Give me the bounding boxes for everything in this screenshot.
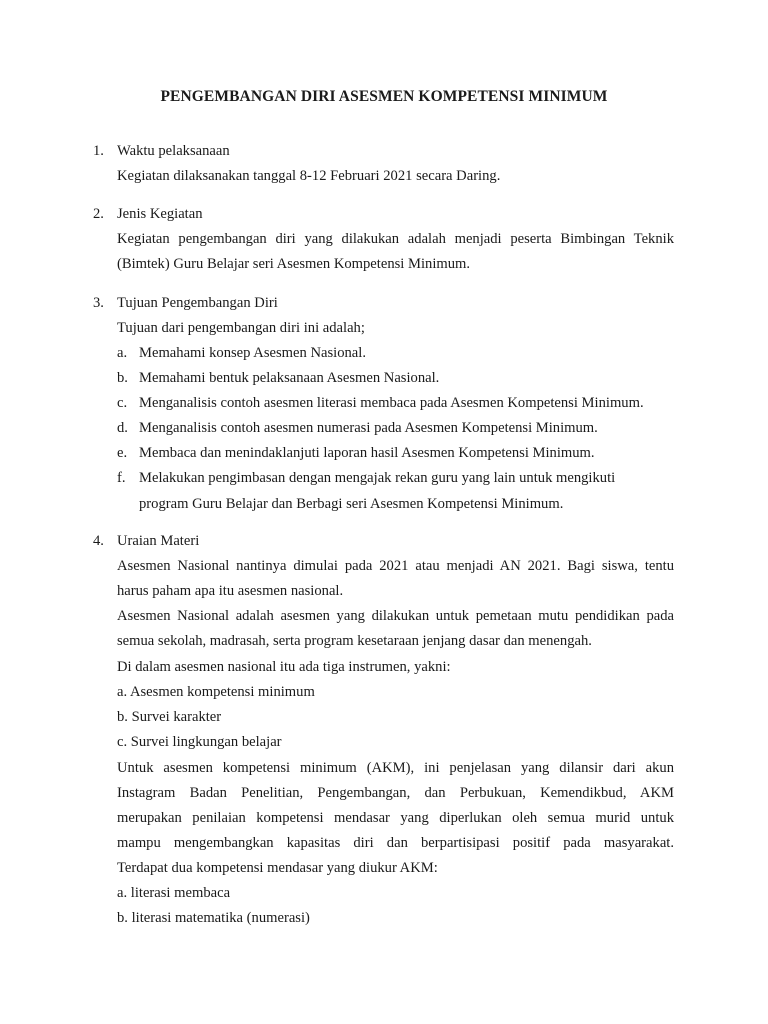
list-item: Membaca dan menindaklanjuti laporan hasil Asesmen Kompetensi Minimum. bbox=[139, 445, 595, 461]
list-item-label: a. bbox=[117, 345, 128, 361]
list-item-label: d. bbox=[117, 420, 128, 436]
body-line: a. literasi membaca bbox=[117, 885, 231, 901]
section-2-line-2: (Bimtek) Guru Belajar seri Asesmen Kompetensi Minimum. bbox=[117, 256, 471, 272]
section-2-line-1: Kegiatan pengembangan diri yang dilakukan adalah menjadi peserta Bimbingan Teknik bbox=[117, 231, 674, 247]
section-1-heading: Waktu pelaksanaan bbox=[117, 143, 230, 159]
section-3-intro: Tujuan dari pengembangan diri ini adalah; bbox=[117, 320, 365, 336]
body-line: Asesmen Nasional adalah asesmen yang dilakukan untuk pemetaan mutu pendidikan pada bbox=[117, 608, 674, 624]
body-line: a. Asesmen kompetensi minimum bbox=[117, 684, 315, 700]
list-item-label: e. bbox=[117, 445, 128, 461]
body-line: Di dalam asesmen nasional itu ada tiga instrumen, yakni: bbox=[117, 659, 451, 675]
section-4-heading: Uraian Materi bbox=[117, 533, 200, 549]
list-item-label: b. bbox=[117, 370, 128, 386]
section-3-heading: Tujuan Pengembangan Diri bbox=[117, 295, 278, 311]
body-line: Asesmen Nasional nantinya dimulai pada 2021 atau menjadi AN 2021. Bagi siswa, tentu bbox=[117, 558, 674, 574]
body-line: Instagram Badan Penelitian, Pengembangan, dan Perbukuan, Kemendikbud, AKM bbox=[117, 785, 674, 801]
section-2-heading: Jenis Kegiatan bbox=[117, 206, 203, 222]
list-item: Memahami konsep Asesmen Nasional. bbox=[139, 345, 366, 361]
list-item-continuation: program Guru Belajar dan Berbagi seri Asesmen Kompetensi Minimum. bbox=[139, 496, 564, 512]
section-3-number: 3. bbox=[93, 295, 104, 311]
body-line: harus paham apa itu asesmen nasional. bbox=[117, 583, 344, 599]
list-item: Memahami bentuk pelaksanaan Asesmen Nasional. bbox=[139, 370, 440, 386]
section-1-text: Kegiatan dilaksanakan tanggal 8-12 Februari 2021 secara Daring. bbox=[117, 168, 501, 184]
body-line: mampu mengembangkan kapasitas diri dan berpartisipasi positif pada masyarakat. bbox=[117, 835, 674, 851]
list-item-label: c. bbox=[117, 395, 128, 411]
list-item: Menganalisis contoh asesmen numerasi pada Asesmen Kompetensi Minimum. bbox=[139, 420, 598, 436]
body-line: semua sekolah, madrasah, serta program kesetaraan jenjang dasar dan menengah. bbox=[117, 633, 592, 649]
list-item: Menganalisis contoh asesmen literasi membaca pada Asesmen Kompetensi Minimum. bbox=[139, 395, 644, 411]
section-1-number: 1. bbox=[93, 143, 104, 159]
section-4-number: 4. bbox=[93, 533, 104, 549]
body-line: b. literasi matematika (numerasi) bbox=[117, 910, 310, 926]
body-line: c. Survei lingkungan belajar bbox=[117, 734, 282, 750]
body-line: b. Survei karakter bbox=[117, 709, 222, 725]
list-item: Melakukan pengimbasan dengan mengajak rekan guru yang lain untuk mengikuti bbox=[139, 470, 616, 486]
page-title: PENGEMBANGAN DIRI ASESMEN KOMPETENSI MINIMUM bbox=[160, 88, 608, 105]
body-line: Terdapat dua kompetensi mendasar yang diukur AKM: bbox=[117, 860, 438, 876]
section-2-number: 2. bbox=[93, 206, 104, 222]
list-item-label: f. bbox=[117, 470, 126, 486]
body-line: Untuk asesmen kompetensi minimum (AKM), ini penjelasan yang dilansir dari akun bbox=[117, 760, 674, 776]
body-line: merupakan penilaian kompetensi mendasar yang diperlukan oleh semua murid untuk bbox=[117, 810, 674, 826]
